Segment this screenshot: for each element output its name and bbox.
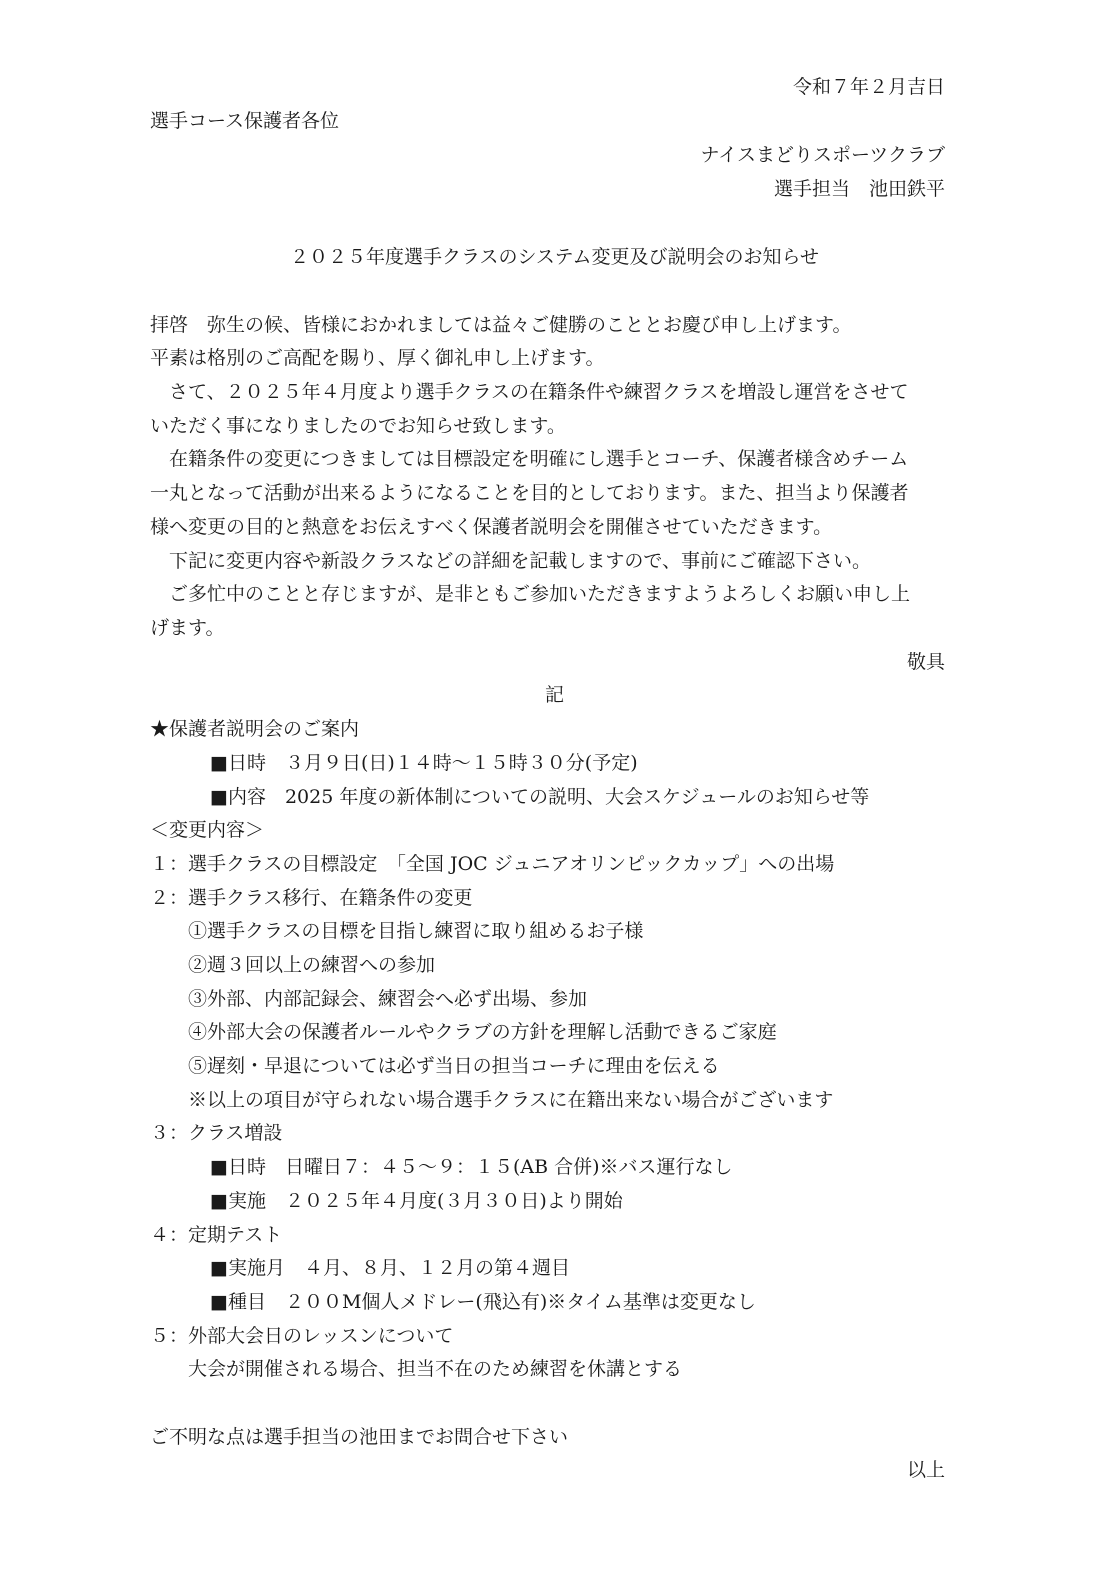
condition-item: ③外部、内部記録会、練習会へ必ず出場、参加 <box>188 988 588 1010</box>
ki-heading: 記 <box>544 684 564 706</box>
condition-item: ⑤遅刻・早退については必ず当日の担当コーチに理由を伝える <box>188 1055 720 1077</box>
change-item-1: １：選手クラスの目標設定 「全国 JOC ジュニアオリンピックカップ」への出場 <box>150 853 835 875</box>
body-paragraph-line: 平素は格別のご高配を賜り、厚く御礼申し上げます。 <box>150 347 605 369</box>
body-paragraph-line: 下記に変更内容や新設クラスなどの詳細を記載しますので、事前にご確認下さい。 <box>150 550 872 572</box>
body-paragraph-line: ご多忙中のことと存じますが、是非ともご参加いただきますようよろしくお願い申し上 <box>150 583 911 605</box>
body-paragraph-line: 様へ変更の目的と熱意をお伝えすべく保護者説明会を開催させていただきます。 <box>150 516 833 538</box>
new-class-datetime: ■日時 日曜日７：４５～９：１５(AB 合併)※バス運行なし <box>210 1156 733 1178</box>
body-paragraph-line: 一丸となって活動が出来るようになることを目的としております。また、担当より保護者 <box>150 482 909 504</box>
contact-note: ご不明な点は選手担当の池田までお問合せ下さい <box>150 1426 569 1448</box>
issue-date: 令和７年２月吉日 <box>792 76 945 98</box>
meeting-heading: ★保護者説明会のご案内 <box>150 718 360 740</box>
change-item-5: ５：外部大会日のレッスンについて <box>150 1325 454 1347</box>
new-class-start: ■実施 ２０２５年４月度(３月３０日)より開始 <box>210 1190 623 1212</box>
change-item-2: ２：選手クラス移行、在籍条件の変更 <box>150 887 473 909</box>
meeting-datetime: ■日時 ３月９日(日)１４時～１５時３０分(予定) <box>210 752 638 774</box>
change-item-4: ４：定期テスト <box>150 1224 283 1246</box>
sender-person: 選手担当 池田鉄平 <box>773 178 945 200</box>
meeting-content: ■内容 2025 年度の新体制についての説明、大会スケジュールのお知らせ等 <box>210 786 870 808</box>
body-paragraph-line: さて、２０２５年４月度より選手クラスの在籍条件や練習クラスを増設し運営をさせて <box>150 381 909 403</box>
closing-keigu: 敬具 <box>906 651 945 673</box>
change-item-3: ３：クラス増設 <box>150 1122 283 1144</box>
condition-item: ④外部大会の保護者ルールやクラブの方針を理解し活動できるご家庭 <box>188 1021 777 1043</box>
sender-organization: ナイスまどりスポーツクラブ <box>700 144 945 166</box>
closing-ijou: 以上 <box>906 1459 945 1481</box>
body-paragraph-line: いただく事になりましたのでお知らせ致します。 <box>150 415 566 437</box>
condition-note: ※以上の項目が守られない場合選手クラスに在籍出来ない場合がございます <box>188 1089 834 1111</box>
body-paragraph-line: 在籍条件の変更につきましては目標設定を明確にし選手とコーチ、保護者様含めチーム <box>150 448 909 470</box>
competition-day-note: 大会が開催される場合、担当不在のため練習を休講とする <box>188 1358 683 1380</box>
condition-item: ①選手クラスの目標を目指し練習に取り組めるお子様 <box>188 920 644 942</box>
document-title: ２０２５年度選手クラスのシステム変更及び説明会のお知らせ <box>290 246 819 268</box>
recipient: 選手コース保護者各位 <box>150 110 340 132</box>
test-event: ■種目 ２００M個人メドレー(飛込有)※タイム基準は変更なし <box>210 1291 756 1313</box>
body-paragraph-line: げます。 <box>150 617 225 639</box>
changes-heading: ＜変更内容＞ <box>150 819 265 841</box>
condition-item: ②週３回以上の練習への参加 <box>188 954 436 976</box>
body-paragraph-line: 拝啓 弥生の候、皆様におかれましては益々ご健勝のこととお慶び申し上げます。 <box>150 314 852 336</box>
test-period: ■実施月 ４月、８月、１２月の第４週目 <box>210 1257 570 1279</box>
